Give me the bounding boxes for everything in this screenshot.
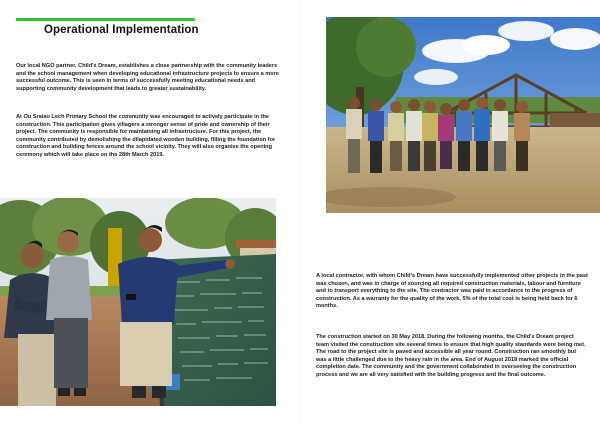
photo-chalkboard-discussion bbox=[0, 198, 276, 406]
paragraph-contractor: A local contractor, with whom Child's Dream have successfully implemented other projects in the past was chosen, and was in charge of sourcing all required construction materials, labour and furniture and to transport everything to the site. The contractor was paid in accordance to the progress of construction. As a warranty for the quality of the work, 5% of the total cost is being held back for 6 months. bbox=[316, 273, 588, 310]
paragraph-partnership: Our local NGO partner, Child's Dream, establishes a close partnership with the community leaders and the school management when developing educational infrastructure projects to ensure a more successful outcome. This is seen in terms of successfully meeting educational needs and supporting community development that leads to greater sustainability. bbox=[16, 63, 279, 92]
page-gutter bbox=[300, 0, 301, 424]
photo-community-group bbox=[326, 17, 600, 213]
paragraph-construction: The construction started on 30 May 2018. During the following months, the Child's Dream project team visited the construction site several times to ensure that high quality standards were being met. The road to the project site is paved and accessible all year round. Construction ran smoothly but was a little challenged due to the heavy rain in the area. End of August 2018 marked the official completion date. The community and the government collaborated in overseeing the construction process and we are all very satisfied with the building progress and the final outcome. bbox=[316, 334, 586, 378]
paragraph-community: At Ou Sralao Lech Primary School the community was encouraged to actively participate in the construction. This participation gives villagers a stronger sense of pride and ownership of their project. The community is responsible for maintaining all infrastructure. For this project, the community contributed by demolishing the dilapidated wooden building, filling the foundation for construction and building fences around the school vicinity. They will also organise the opening ceremony which will take place on the 28th March 2019. bbox=[16, 114, 276, 158]
accent-rule bbox=[16, 18, 195, 21]
page-heading: Operational Implementation bbox=[44, 24, 199, 36]
